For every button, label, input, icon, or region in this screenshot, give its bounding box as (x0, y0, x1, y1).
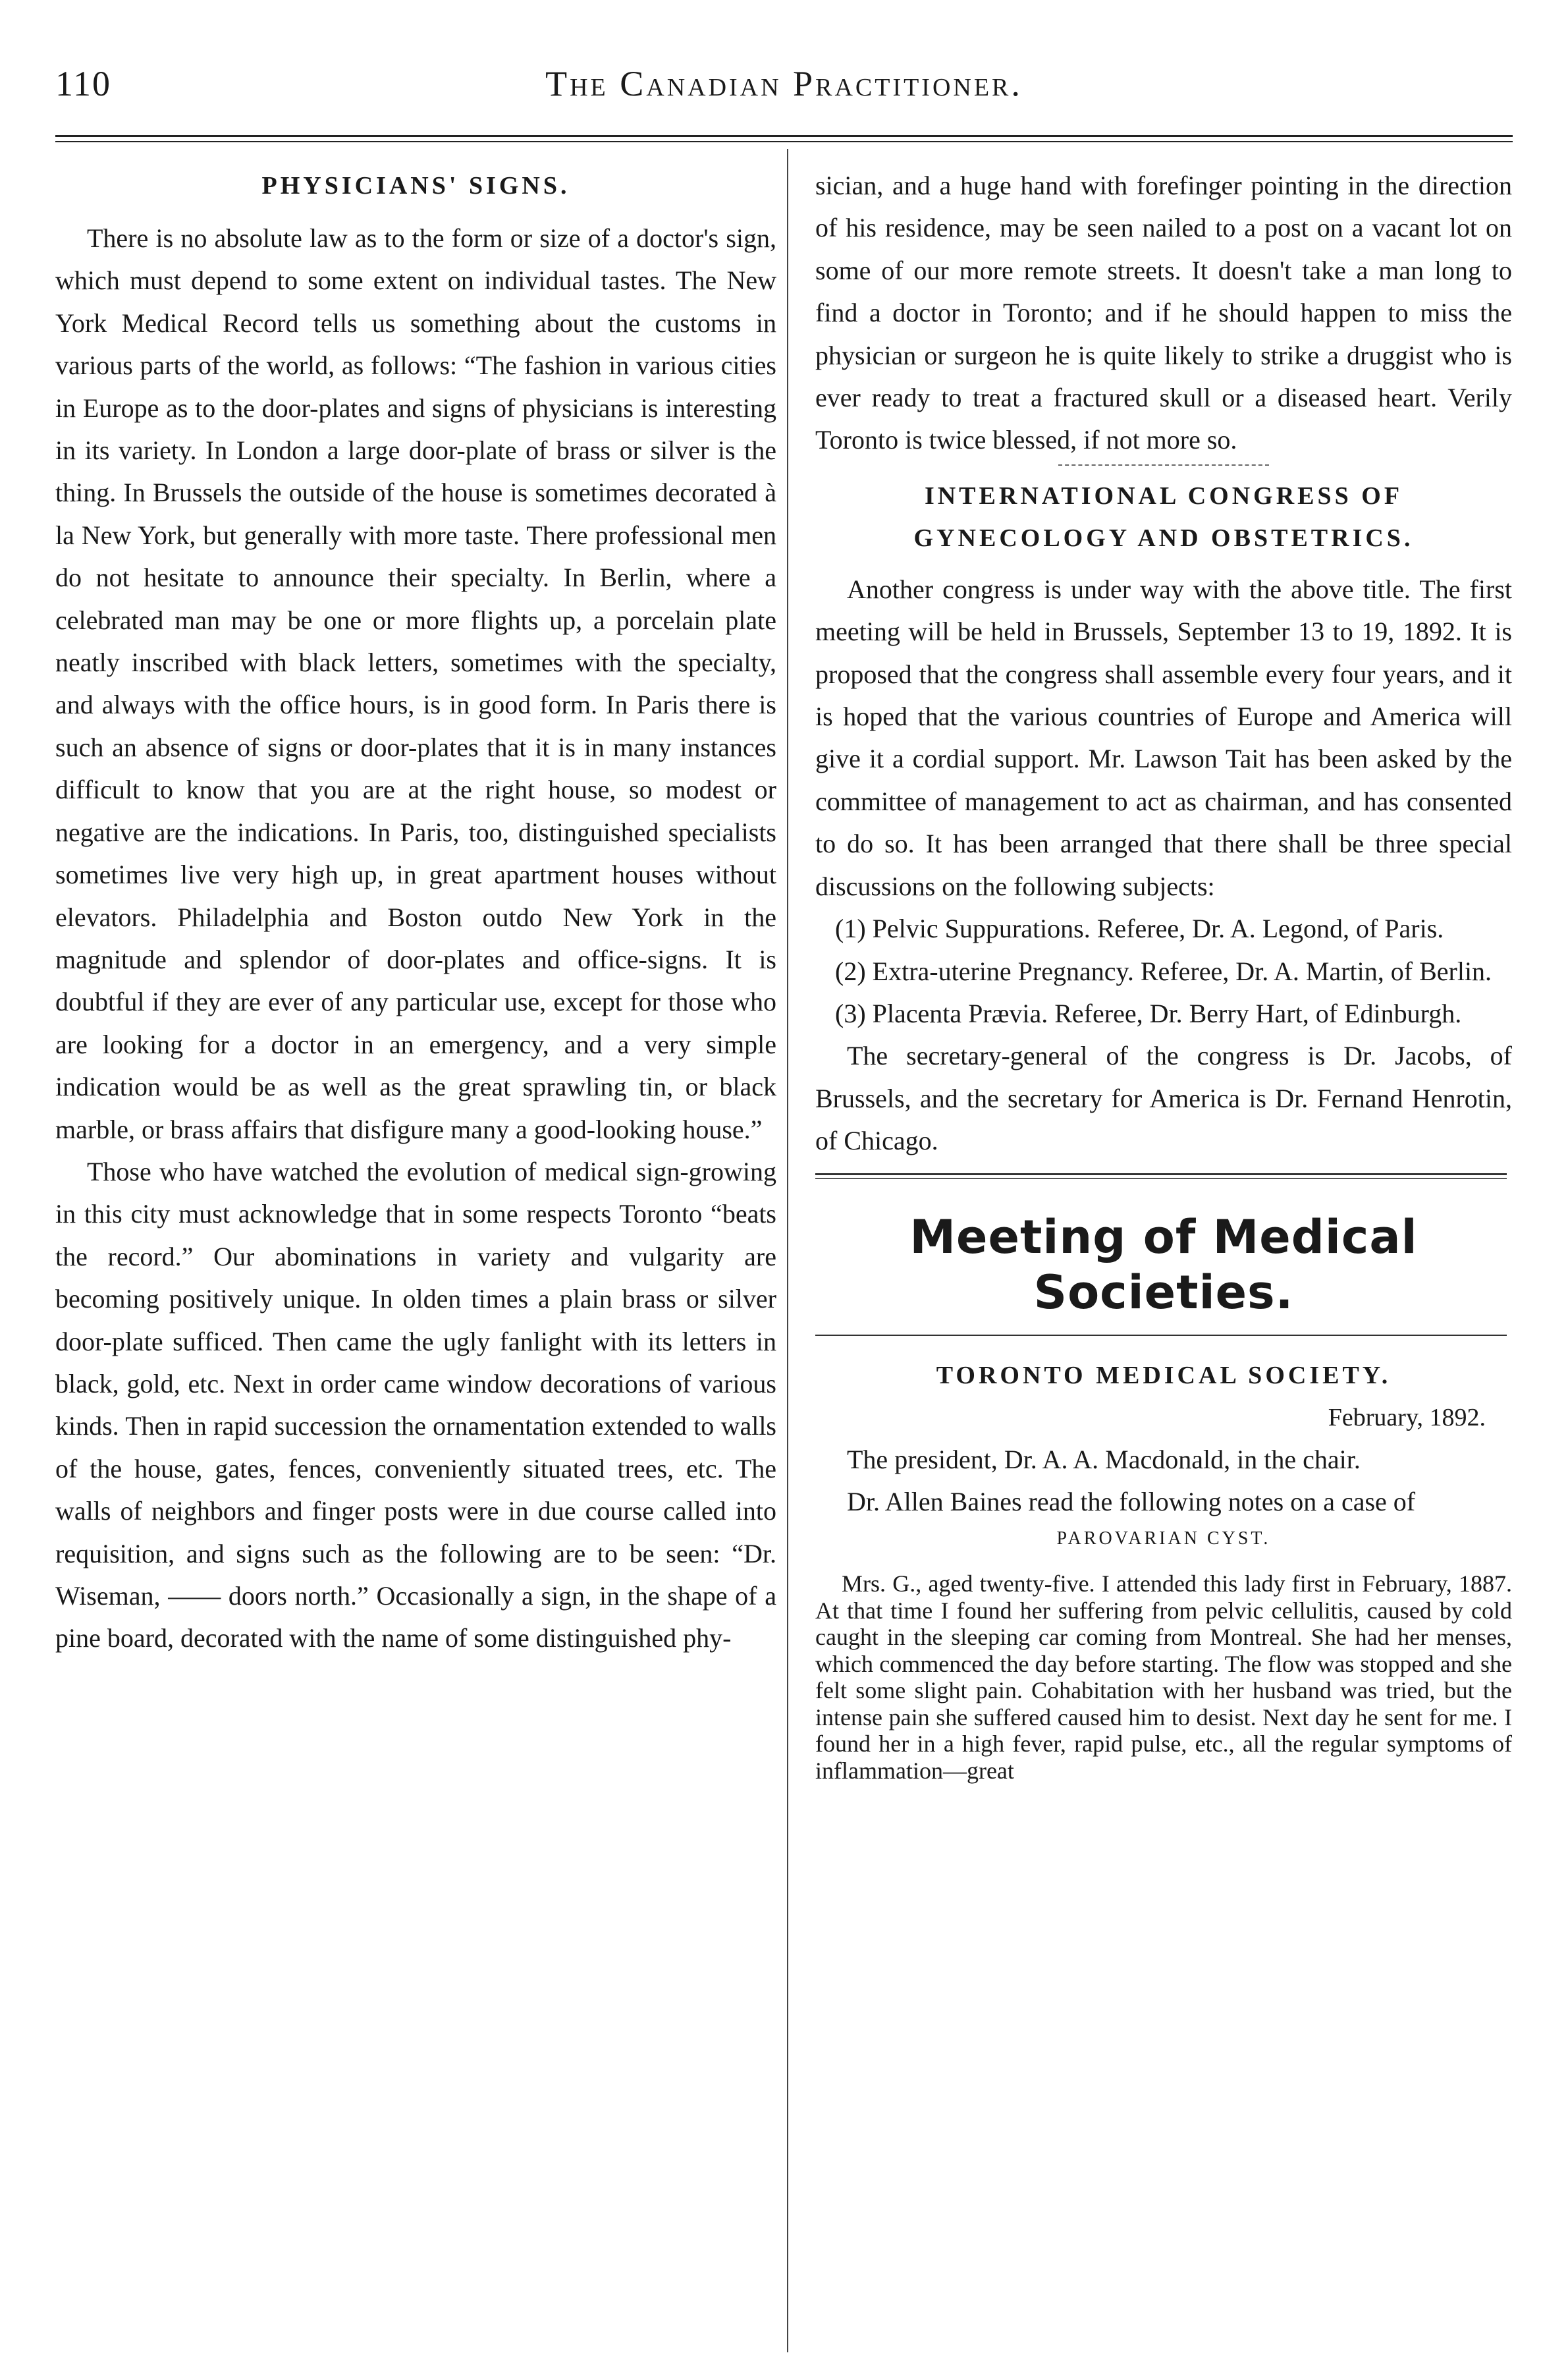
reader-line: Dr. Allen Baines read the following notes on a case of (847, 1486, 1416, 1516)
page-number: 110 (55, 64, 111, 103)
congress-subject: (1) Pelvic Suppurations. Referee, Dr. A. Legond, of Paris. (835, 914, 1444, 944)
running-head (55, 63, 1513, 116)
section-double-rule (815, 1173, 1507, 1179)
article-continuation: sician, and a huge hand with forefinger pointing in the direction of his residence, may be seen nailed to a post on a vacant lot on some of our more remote streets. It doesn't take a man long to find a doctor in Toronto; and if he should happen to miss the physician or surgeon he is quite likely to strike a druggist who is ever ready to treat a fractured skull or a diseased heart. Verily Toronto is twice blessed, if not more so. (815, 171, 1512, 455)
right-column (815, 165, 1512, 1784)
journal-title: The Canadian Practitioner. (545, 64, 1023, 103)
meeting-date: February, 1892. (1328, 1403, 1486, 1431)
congress-closing: The secretary-general of the congress is Dr. Jacobs, of Brussels, and the secretary for America is Dr. Fernand Henrotin, of Chicago. (815, 1041, 1512, 1156)
article-paragraph: There is no absolute law as to the form or size of a doctor's sign, which must depend to some extent on individual tastes. The New York Medical Record tells us something about the customs in various parts of the world, as follows: “The fashion in various cities in Europe as to the door-plates and signs of physicians is interesting in its variety. In London a large door-plate of brass or silver is the thing. In Brussels the outside of the house is sometimes decorated à la New York, but generally with more taste. There professional men do not hesitate to announce their specialty. In Berlin, where a celebrated man may be one or more flights up, a porcelain plate neatly inscribed with black letters, sometimes with the specialty, and always with the office hours, is in good form. In Paris there is such an absence of signs or door-plates that it is in many instances difficult to know that you are at the right house, so modest or negative are the indications. In Paris, too, distinguished specialists sometimes live very high up, in great apartment houses without elevators. Philadelphia and Boston outdo New York in the magnitude and splendor of door-plates and office-signs. It is doubtful if they are ever of any particular use, except for those who are looking for a doctor in an emergency, and a very simple indication would be as well as the great sprawling tin, or black marble, or brass affairs that disfigure many a good-looking house.” (55, 223, 776, 1144)
column-divider (787, 149, 788, 2352)
case-title: PAROVARIAN CYST. (1056, 1528, 1271, 1549)
society-name: TORONTO MEDICAL SOCIETY. (936, 1361, 1392, 1389)
case-report: Mrs. G., aged twenty-five. I attended this lady first in February, 1887. At that time I found her suffering from pelvic cellulitis, caused by cold caught in the sleeping car coming from Montreal. She had her menses, which commenced the day before starting. The flow was stopped and she felt some slight pain. Cohabitation with her husband was tried, but the intense pain she suffered caused him to desist. Next day he sent for me. I found her in a high fever, rapid pulse, etc., all the regular symptoms of inflammation—great (815, 1570, 1512, 1784)
section-rule (815, 1335, 1507, 1336)
president-line: The president, Dr. A. A. Macdonald, in the chair. (847, 1444, 1361, 1474)
left-column (55, 165, 776, 1660)
article-paragraph: Those who have watched the evolution of medical sign-growing in this city must acknowledge that in some respects Toronto “beats the record.” Our abominations in variety and vulgarity are becoming positively unique. In olden times a plain brass or silver door-plate sufficed. Then came the ugly fanlight with its letters in black, gold, etc. Next in order came window decorations of various kinds. Then in rapid succession the ornamentation extended to walls of the house, gates, fences, conveniently situated trees, etc. The walls of neighbors and finger posts were in due course called into requisition, and signs such as the following are to be seen: “Dr. Wiseman, —— doors north.” Occasionally a sign, in the shape of a pine board, decorated with the name of some distinguished phy- (55, 1156, 776, 1653)
article-heading-congress: INTERNATIONAL CONGRESS OF GYNECOLOGY AND OBSTETRICS. (913, 482, 1414, 552)
header-rule-secondary (55, 141, 1513, 142)
header-rule (55, 135, 1513, 137)
article-heading-physicians-signs: PHYSICIANS' SIGNS. (261, 172, 570, 200)
congress-subject: (2) Extra-uterine Pregnancy. Referee, Dr. A. Martin, of Berlin. (835, 956, 1492, 986)
congress-subject: (3) Placenta Prævia. Referee, Dr. Berry Hart, of Edinburgh. (835, 998, 1462, 1028)
section-title-meeting-of-medical-societies: Meeting of Medical Societies. (909, 1209, 1418, 1319)
section-separator (1058, 464, 1269, 466)
congress-intro: Another congress is under way with the above title. The first meeting will be held in Brussels, September 13 to 19, 1892. It is proposed that the congress shall assemble every four years, and it is hoped that the various countries of Europe and America will give it a cordial support. Mr. Lawson Tait has been asked by the committee of management to act as chairman, and has consented to do so. It has been arranged that there shall be three special discussions on the following subjects: (815, 574, 1512, 901)
